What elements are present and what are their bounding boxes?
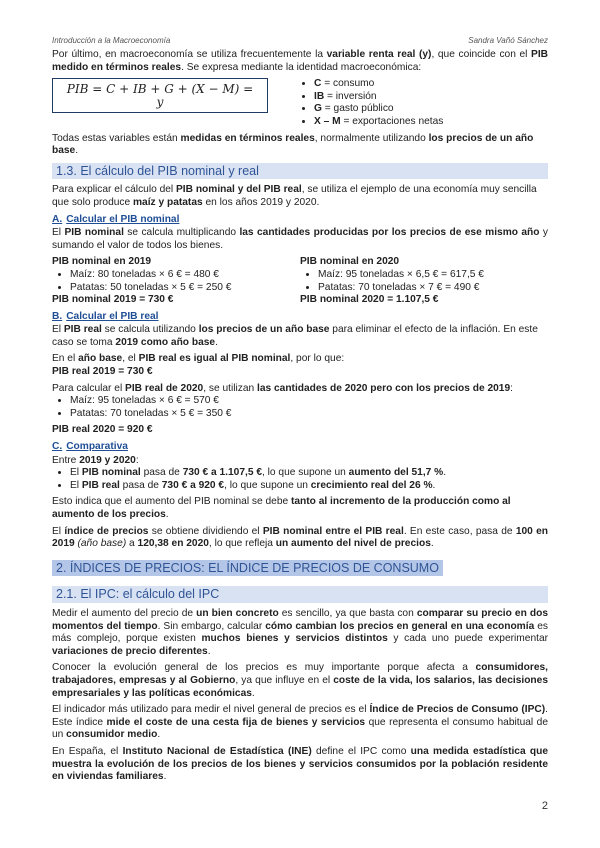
ipc-paragraph-1: Medir el aumento del precio de un bien concreto es sencillo, ya que basta con comparar su precio en dos momentos del tiempo. Sin embargo, calcular cómo cambian los precios en general en una economía es más complejo, porque existen muchos bienes y servicios distintos y cada uno puede experimentar variaciones de precio diferentes. [52, 607, 549, 657]
legend-item: • X – M = exportaciones netas [314, 116, 443, 129]
real-gdp-2019-total: PIB real 2019 = 730 € [52, 366, 153, 378]
real-terms-paragraph: Todas estas variables están medidas en términos reales, normalmente utilizando los precios de un año base. [52, 132, 534, 157]
column-title: PIB nominal en 2020 [300, 256, 400, 268]
section-heading-2-1: 2.1. El IPC: el cálculo del IPC [52, 586, 548, 603]
list-item: • Maíz: 95 toneladas × 6,5 € = 617,5 € [318, 269, 548, 282]
legend-item: • G = gasto público [314, 103, 443, 116]
section-heading-1-3: 1.3. El cálculo del PIB nominal y real [52, 163, 548, 180]
list-item: • Patatas: 50 toneladas × 5 € = 250 € [70, 282, 300, 295]
header-author: Sandra Vañó Sánchez [468, 36, 548, 45]
subheading-comparison: C. Comparativa [52, 441, 128, 453]
comparison-intro: Entre 2019 y 2020: [52, 454, 139, 466]
section-1-3-intro: Para explicar el cálculo del PIB nominal y del PIB real, se utiliza el ejemplo de una economía muy sencilla que solo produce maíz y patatas en los años 2019 y 2020. [52, 184, 537, 208]
real-gdp-2020-paragraph: Para calcular el PIB real de 2020, se utilizan las cantidades de 2020 pero con los precios de 2019: [52, 382, 513, 394]
list-item: • Patatas: 70 toneladas × 5 € = 350 € [70, 408, 548, 421]
subheading-real-gdp: B. Calcular el PIB real [52, 310, 159, 322]
column-total: PIB nominal 2020 = 1.107,5 € [300, 294, 439, 306]
gdp-identity-formula: PIB = C + IB + G + (X − M) = y [52, 78, 268, 113]
comparison-conclusion: Esto indica que el aumento del PIB nominal se debe tanto al incremento de la producción como al aumento de los precios. [52, 496, 511, 520]
ipc-paragraph-2: Conocer la evolución general de los precios es muy importante porque afecta a consumidores, trabajadores, empresas y al Gobierno, ya que influye en el coste de la vida, los salarios, las decisiones empresariales y las políticas económicas. [52, 662, 548, 699]
column-total: PIB nominal 2019 = 730 € [52, 294, 174, 306]
page-number: 2 [541, 800, 548, 812]
formula-row [52, 78, 548, 128]
real-gdp-2020-total: PIB real 2020 = 920 € [52, 424, 153, 436]
formula-legend [296, 78, 443, 128]
page-content [52, 49, 548, 788]
nominal-2020-column [300, 256, 548, 306]
nominal-gdp-columns [52, 256, 548, 306]
comparison-list [52, 467, 548, 492]
legend-item: • IB = inversión [314, 91, 443, 104]
intro-paragraph: Por último, en macroeconomía se utiliza frecuentemente la variable renta real (y), que coincide con el PIB medido en términos reales. Se expresa mediante la identidad macroeconómica: [52, 49, 549, 73]
ipc-paragraph-3: El indicador más utilizado para medir el nivel general de precios es el Índice de Precios de Consumo (IPC). Este índice mide el coste de una cesta fija de bienes y servicios que representa el consumo habitual de un consumidor medio. [52, 704, 548, 741]
list-item: • Maíz: 95 toneladas × 6 € = 570 € [70, 395, 548, 408]
column-title: PIB nominal en 2019 [52, 256, 152, 268]
nominal-gdp-definition: El PIB nominal se calcula multiplicando las cantidades producidas por los precios de ese mismo año y sumando el valor de todos los bienes. [52, 227, 549, 251]
real-gdp-definition: El PIB real se calcula utilizando los precios de un año base para eliminar el efecto de la inflación. En este caso se toma 2019 como año base. [52, 324, 538, 348]
nominal-2019-column [52, 256, 300, 306]
legend-item: • C = consumo [314, 78, 443, 91]
base-year-paragraph: En el año base, el PIB real es igual al PIB nominal, por lo que: PIB real 2019 = 730 € [52, 353, 345, 378]
header-course-title: Introducción a la Macroeconomía [52, 36, 171, 45]
ipc-paragraph-4: En España, el Instituto Nacional de Estadística (INE) define el IPC como una medida estadística que muestra la evolución de los precios de los bienes y servicios consumidos por la población residente en viviendas familiares. [52, 745, 549, 783]
subheading-nominal-gdp: A. Calcular el PIB nominal [52, 213, 180, 225]
list-item: • El PIB nominal pasa de 730 € a 1.107,5 €, lo que supone un aumento del 51,7 %. [70, 467, 548, 480]
price-index-paragraph: El índice de precios se obtiene dividiendo el PIB nominal entre el PIB real. En este caso, pasa de 100 en 2019 (año base) a 120,38 en 2020, lo que refleja un aumento del nivel de precios. [52, 525, 548, 550]
list-item: • Maíz: 80 toneladas × 6 € = 480 € [70, 269, 300, 282]
real-gdp-2020-list [52, 395, 548, 420]
section-heading-2: 2. ÍNDICES DE PRECIOS: EL ÍNDICE DE PRECIOS DE CONSUMO [52, 560, 443, 577]
list-item: • El PIB real pasa de 730 € a 920 €, lo que supone un crecimiento real del 26 %. [70, 480, 548, 493]
list-item: • Patatas: 70 toneladas × 7 € = 490 € [318, 282, 548, 295]
